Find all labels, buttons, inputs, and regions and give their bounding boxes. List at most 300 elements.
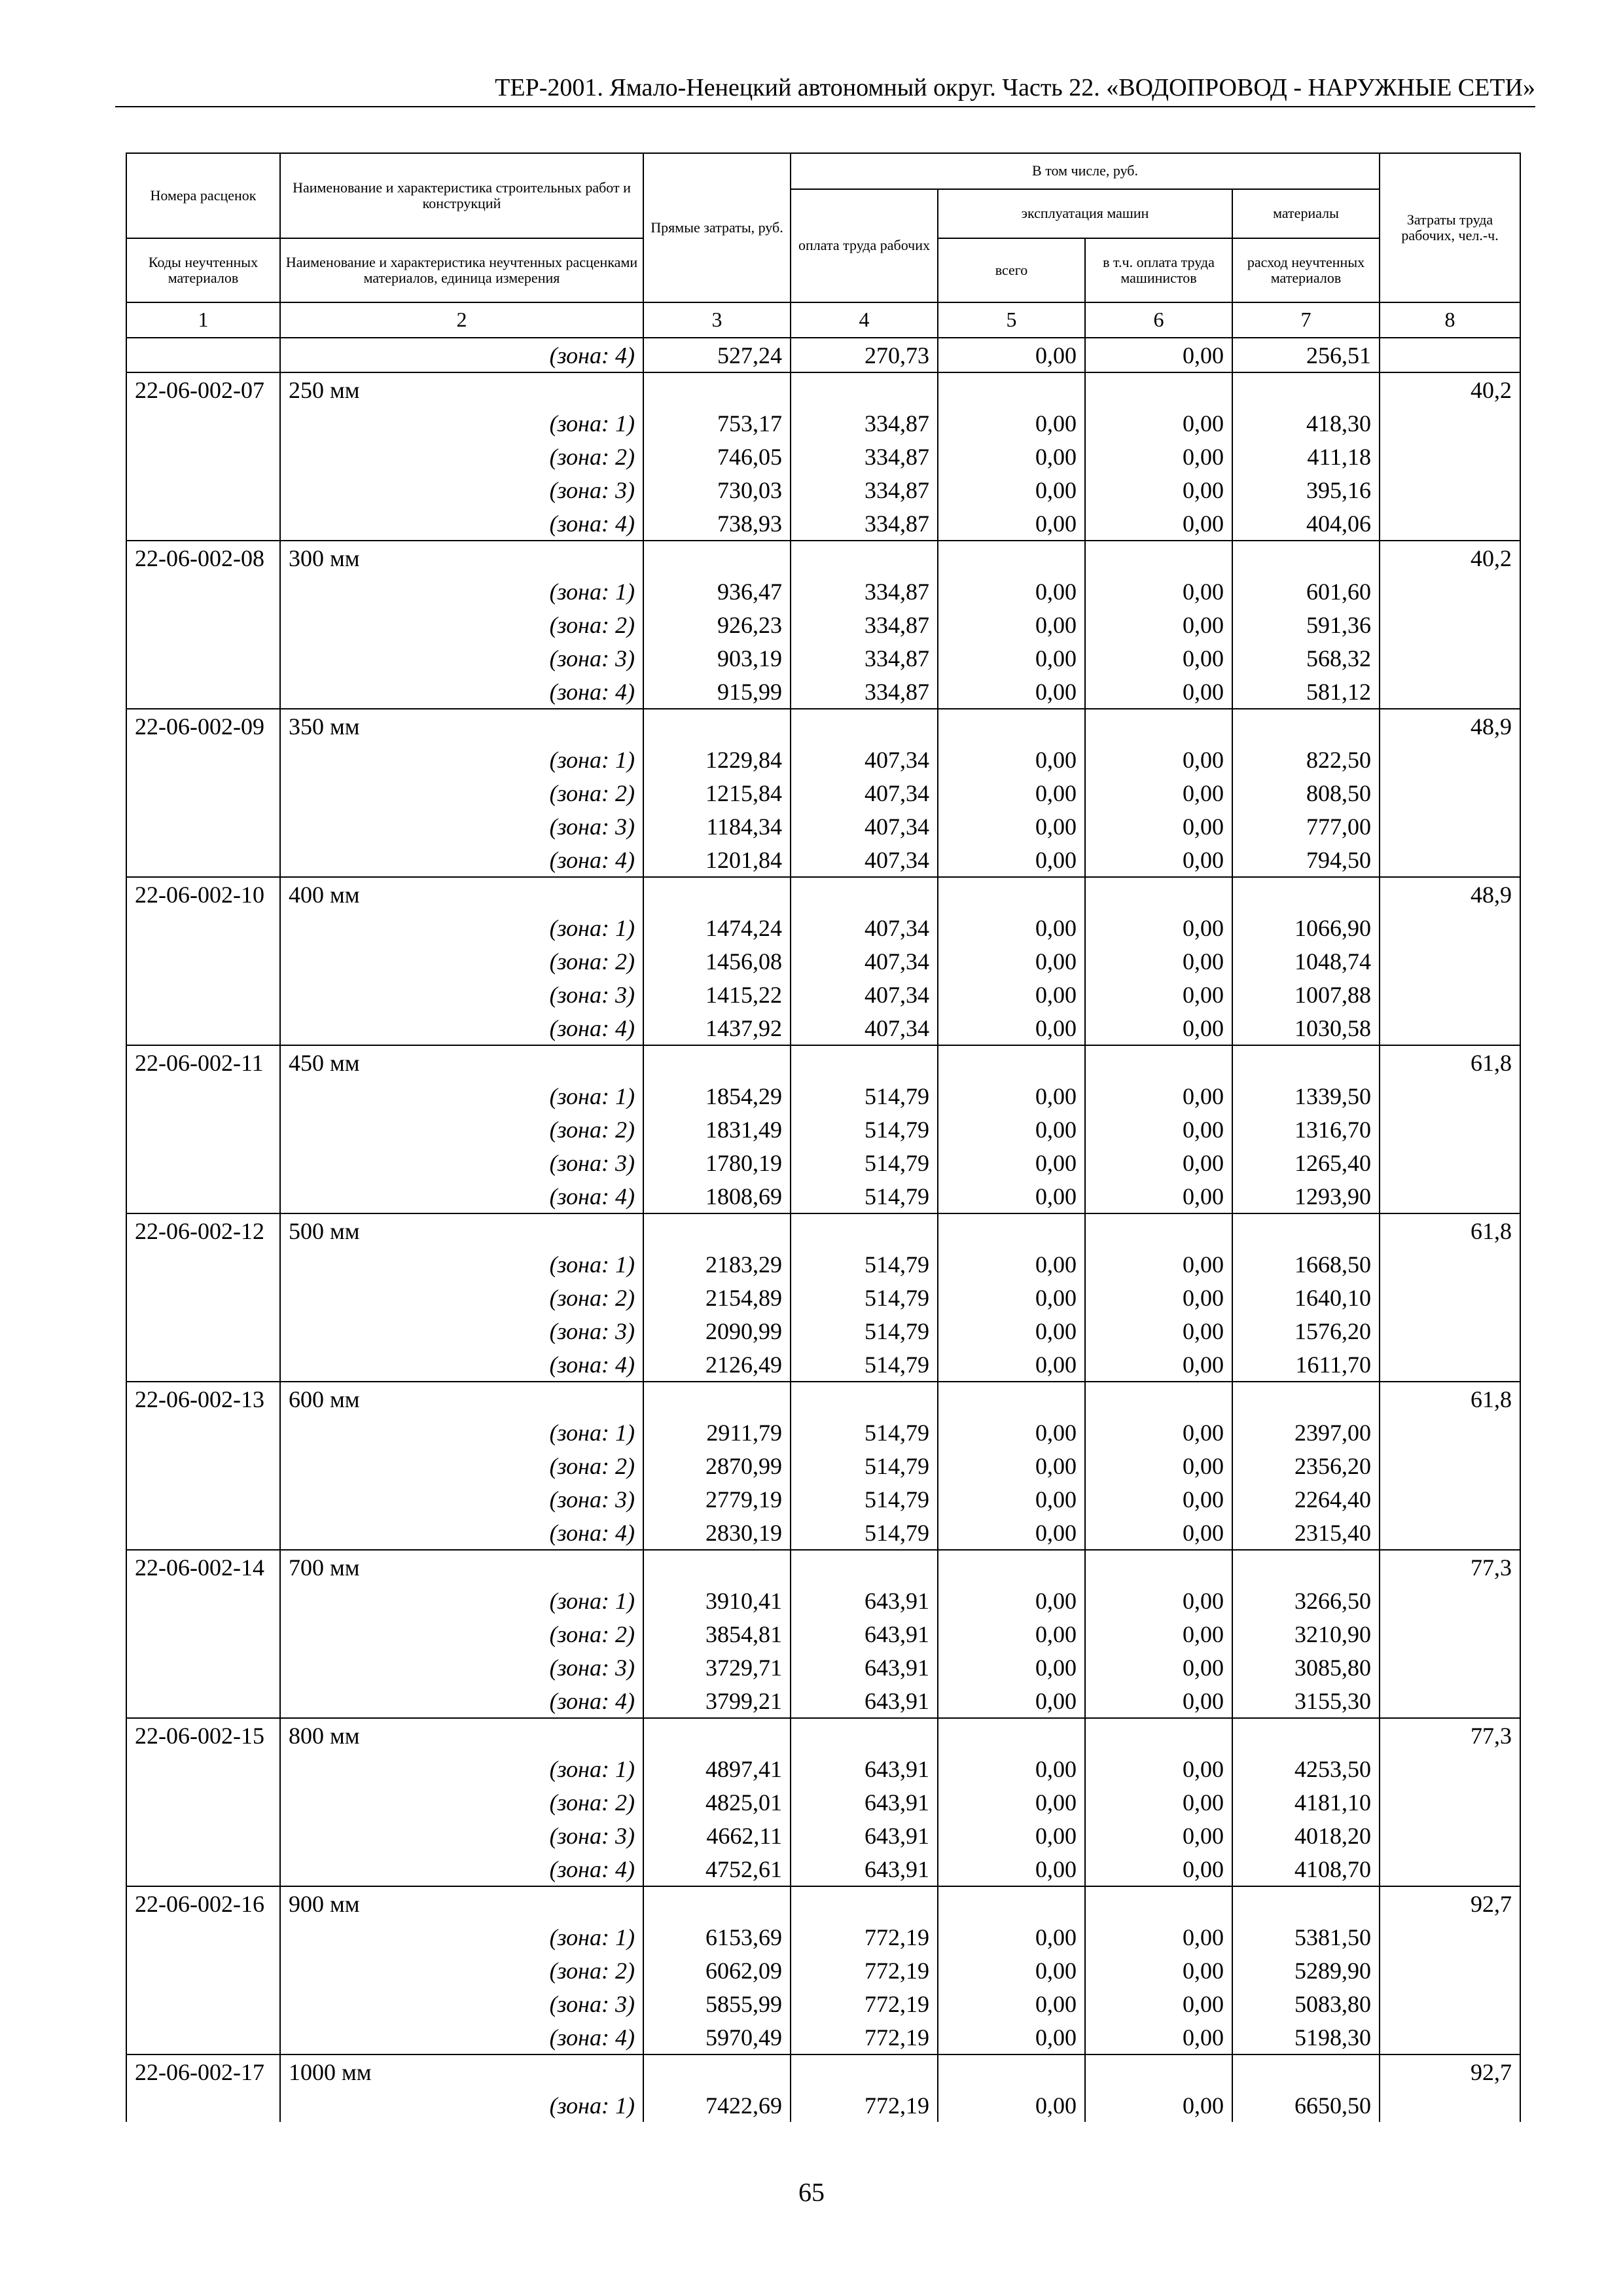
labor-costs-cell: 40,2 xyxy=(1380,541,1520,575)
labor-pay-cell: 407,34 xyxy=(791,1011,938,1045)
labor-pay-cell: 334,87 xyxy=(791,406,938,440)
machines-total-cell: 0,00 xyxy=(938,1482,1085,1516)
header-codes-sub: Коды неучтенных материалов xyxy=(126,238,280,302)
labor-costs-cell: 61,8 xyxy=(1380,1382,1520,1416)
direct-costs-cell: 1201,84 xyxy=(643,843,791,877)
table-row xyxy=(126,1449,1520,1482)
rate-code xyxy=(126,1179,280,1213)
labor-pay-cell: 643,91 xyxy=(791,1584,938,1617)
machines-pay-cell xyxy=(1085,709,1232,743)
machines-pay-cell: 0,00 xyxy=(1085,338,1232,372)
materials-cell: 4181,10 xyxy=(1232,1785,1380,1819)
table-row xyxy=(126,1281,1520,1314)
table-row xyxy=(126,1954,1520,1987)
machines-pay-cell: 0,00 xyxy=(1085,1011,1232,1045)
machines-total-cell: 0,00 xyxy=(938,1247,1085,1281)
labor-pay-cell: 643,91 xyxy=(791,1684,938,1718)
work-name: (зона: 4) xyxy=(280,843,643,877)
machines-total-cell: 0,00 xyxy=(938,1079,1085,1113)
machines-total-cell: 0,00 xyxy=(938,1179,1085,1213)
labor-pay-cell xyxy=(791,1886,938,1920)
rate-code xyxy=(126,1482,280,1516)
labor-costs-cell xyxy=(1380,473,1520,507)
materials-cell: 1576,20 xyxy=(1232,1314,1380,1348)
machines-total-cell: 0,00 xyxy=(938,440,1085,473)
header-machines: эксплуатация машин xyxy=(938,189,1232,238)
materials-cell: 3085,80 xyxy=(1232,1651,1380,1684)
labor-costs-cell xyxy=(1380,1113,1520,1146)
direct-costs-cell xyxy=(643,2054,791,2089)
materials-cell: 591,36 xyxy=(1232,608,1380,641)
machines-pay-cell: 0,00 xyxy=(1085,608,1232,641)
labor-costs-cell xyxy=(1380,1416,1520,1449)
machines-pay-cell: 0,00 xyxy=(1085,1684,1232,1718)
materials-cell: 1066,90 xyxy=(1232,911,1380,944)
direct-costs-cell: 2870,99 xyxy=(643,1449,791,1482)
labor-pay-cell: 772,19 xyxy=(791,2089,938,2122)
rate-code xyxy=(126,1920,280,1954)
rate-code xyxy=(126,776,280,810)
rate-code xyxy=(126,440,280,473)
work-name: (зона: 4) xyxy=(280,2020,643,2054)
labor-pay-cell: 514,79 xyxy=(791,1449,938,1482)
labor-pay-cell: 407,34 xyxy=(791,810,938,843)
rate-code xyxy=(126,944,280,978)
labor-costs-cell xyxy=(1380,1179,1520,1213)
labor-costs-cell xyxy=(1380,2020,1520,2054)
work-name: 900 мм xyxy=(280,1886,643,1920)
materials-cell: 5083,80 xyxy=(1232,1987,1380,2020)
direct-costs-cell: 2779,19 xyxy=(643,1482,791,1516)
work-name: 600 мм xyxy=(280,1382,643,1416)
table-row xyxy=(126,575,1520,608)
machines-pay-cell: 0,00 xyxy=(1085,743,1232,776)
table-row xyxy=(126,1113,1520,1146)
machines-pay-cell: 0,00 xyxy=(1085,1819,1232,1852)
direct-costs-cell: 1780,19 xyxy=(643,1146,791,1179)
rate-code xyxy=(126,743,280,776)
work-name: (зона: 2) xyxy=(280,944,643,978)
materials-cell: 4018,20 xyxy=(1232,1819,1380,1852)
work-name: (зона: 4) xyxy=(280,1516,643,1550)
machines-pay-cell: 0,00 xyxy=(1085,1920,1232,1954)
work-name: (зона: 1) xyxy=(280,1752,643,1785)
labor-pay-cell: 407,34 xyxy=(791,743,938,776)
column-number: 6 xyxy=(1085,302,1232,338)
work-name: (зона: 2) xyxy=(280,440,643,473)
table-row xyxy=(126,1752,1520,1785)
machines-total-cell: 0,00 xyxy=(938,1920,1085,1954)
direct-costs-cell: 1456,08 xyxy=(643,944,791,978)
rate-code: 22-06-002-10 xyxy=(126,877,280,911)
materials-cell: 3210,90 xyxy=(1232,1617,1380,1651)
direct-costs-cell: 2126,49 xyxy=(643,1348,791,1382)
labor-costs-cell xyxy=(1380,338,1520,372)
work-name: (зона: 1) xyxy=(280,1920,643,1954)
materials-cell: 1048,74 xyxy=(1232,944,1380,978)
machines-total-cell: 0,00 xyxy=(938,1113,1085,1146)
materials-cell: 2356,20 xyxy=(1232,1449,1380,1482)
labor-costs-cell xyxy=(1380,1785,1520,1819)
header-labor-pay: оплата труда рабочих xyxy=(791,189,938,302)
machines-pay-cell: 0,00 xyxy=(1085,2089,1232,2122)
rate-code xyxy=(126,641,280,675)
materials-cell: 256,51 xyxy=(1232,338,1380,372)
table-row xyxy=(126,1213,1520,1247)
labor-costs-cell xyxy=(1380,1281,1520,1314)
direct-costs-cell: 4752,61 xyxy=(643,1852,791,1886)
machines-total-cell: 0,00 xyxy=(938,2020,1085,2054)
rate-code xyxy=(126,1348,280,1382)
table-row xyxy=(126,608,1520,641)
direct-costs-cell: 6153,69 xyxy=(643,1920,791,1954)
materials-cell xyxy=(1232,877,1380,911)
table-row xyxy=(126,473,1520,507)
work-name: (зона: 2) xyxy=(280,1113,643,1146)
labor-pay-cell: 334,87 xyxy=(791,675,938,709)
work-name: (зона: 3) xyxy=(280,1314,643,1348)
work-name: 450 мм xyxy=(280,1045,643,1079)
labor-costs-cell: 77,3 xyxy=(1380,1718,1520,1752)
machines-pay-cell xyxy=(1085,372,1232,406)
labor-costs-cell xyxy=(1380,1516,1520,1550)
materials-cell: 568,32 xyxy=(1232,641,1380,675)
machines-pay-cell xyxy=(1085,1213,1232,1247)
table-row xyxy=(126,1920,1520,1954)
machines-total-cell xyxy=(938,877,1085,911)
materials-cell xyxy=(1232,1045,1380,1079)
direct-costs-cell xyxy=(643,877,791,911)
rate-code: 22-06-002-11 xyxy=(126,1045,280,1079)
rate-code xyxy=(126,1113,280,1146)
table-row xyxy=(126,1146,1520,1179)
work-name: 250 мм xyxy=(280,372,643,406)
labor-costs-cell xyxy=(1380,675,1520,709)
machines-total-cell xyxy=(938,372,1085,406)
rate-code xyxy=(126,1449,280,1482)
work-name: (зона: 2) xyxy=(280,1449,643,1482)
table-row xyxy=(126,911,1520,944)
work-name: (зона: 2) xyxy=(280,1281,643,1314)
labor-costs-cell xyxy=(1380,843,1520,877)
machines-total-cell: 0,00 xyxy=(938,776,1085,810)
labor-pay-cell: 643,91 xyxy=(791,1852,938,1886)
work-name: (зона: 1) xyxy=(280,406,643,440)
table-row xyxy=(126,1045,1520,1079)
direct-costs-cell: 5970,49 xyxy=(643,2020,791,2054)
labor-pay-cell: 334,87 xyxy=(791,608,938,641)
direct-costs-cell: 1474,24 xyxy=(643,911,791,944)
labor-pay-cell xyxy=(791,709,938,743)
table-row xyxy=(126,1516,1520,1550)
labor-costs-cell xyxy=(1380,1954,1520,1987)
column-number: 8 xyxy=(1380,302,1520,338)
direct-costs-cell: 730,03 xyxy=(643,473,791,507)
direct-costs-cell: 7422,69 xyxy=(643,2089,791,2122)
table-row xyxy=(126,1416,1520,1449)
labor-pay-cell xyxy=(791,541,938,575)
direct-costs-cell: 1415,22 xyxy=(643,978,791,1011)
materials-cell: 5289,90 xyxy=(1232,1954,1380,1987)
machines-pay-cell: 0,00 xyxy=(1085,641,1232,675)
column-number: 1 xyxy=(126,302,280,338)
work-name: (зона: 3) xyxy=(280,978,643,1011)
column-number: 4 xyxy=(791,302,938,338)
machines-pay-cell: 0,00 xyxy=(1085,507,1232,541)
direct-costs-cell: 6062,09 xyxy=(643,1954,791,1987)
labor-costs-cell xyxy=(1380,1348,1520,1382)
labor-costs-cell: 48,9 xyxy=(1380,877,1520,911)
labor-pay-cell: 514,79 xyxy=(791,1146,938,1179)
direct-costs-cell: 527,24 xyxy=(643,338,791,372)
machines-total-cell: 0,00 xyxy=(938,978,1085,1011)
labor-pay-cell xyxy=(791,372,938,406)
labor-pay-cell xyxy=(791,1718,938,1752)
rates-table xyxy=(126,152,1521,2122)
table-row xyxy=(126,1617,1520,1651)
labor-costs-cell xyxy=(1380,1752,1520,1785)
labor-costs-cell xyxy=(1380,2089,1520,2122)
direct-costs-cell: 1215,84 xyxy=(643,776,791,810)
direct-costs-cell: 1854,29 xyxy=(643,1079,791,1113)
materials-cell: 1611,70 xyxy=(1232,1348,1380,1382)
table-row xyxy=(126,743,1520,776)
direct-costs-cell: 2183,29 xyxy=(643,1247,791,1281)
table-row xyxy=(126,1819,1520,1852)
direct-costs-cell: 2090,99 xyxy=(643,1314,791,1348)
work-name: (зона: 1) xyxy=(280,2089,643,2122)
machines-pay-cell: 0,00 xyxy=(1085,1954,1232,1987)
labor-costs-cell xyxy=(1380,810,1520,843)
direct-costs-cell xyxy=(643,1550,791,1584)
rate-code xyxy=(126,1987,280,2020)
labor-pay-cell: 334,87 xyxy=(791,507,938,541)
machines-total-cell: 0,00 xyxy=(938,1617,1085,1651)
work-name: (зона: 4) xyxy=(280,1179,643,1213)
labor-pay-cell xyxy=(791,1213,938,1247)
table-row xyxy=(126,1584,1520,1617)
direct-costs-cell: 3799,21 xyxy=(643,1684,791,1718)
header-codes: Номера расценок xyxy=(126,153,280,238)
table-row xyxy=(126,641,1520,675)
table-row xyxy=(126,1247,1520,1281)
machines-pay-cell: 0,00 xyxy=(1085,843,1232,877)
table-header xyxy=(126,153,1520,338)
direct-costs-cell: 753,17 xyxy=(643,406,791,440)
materials-cell xyxy=(1232,1213,1380,1247)
machines-pay-cell xyxy=(1085,1886,1232,1920)
table-row xyxy=(126,2020,1520,2054)
direct-costs-cell xyxy=(643,1213,791,1247)
table-row xyxy=(126,338,1520,372)
rate-code xyxy=(126,1584,280,1617)
machines-pay-cell: 0,00 xyxy=(1085,1752,1232,1785)
materials-cell: 5198,30 xyxy=(1232,2020,1380,2054)
materials-cell: 2315,40 xyxy=(1232,1516,1380,1550)
machines-total-cell xyxy=(938,1718,1085,1752)
labor-pay-cell: 643,91 xyxy=(791,1752,938,1785)
labor-costs-cell xyxy=(1380,1011,1520,1045)
work-name: 800 мм xyxy=(280,1718,643,1752)
machines-total-cell xyxy=(938,541,1085,575)
table-row xyxy=(126,877,1520,911)
labor-costs-cell xyxy=(1380,406,1520,440)
work-name: (зона: 4) xyxy=(280,1852,643,1886)
machines-pay-cell: 0,00 xyxy=(1085,1617,1232,1651)
labor-costs-cell: 61,8 xyxy=(1380,1045,1520,1079)
rate-code xyxy=(126,338,280,372)
labor-pay-cell: 643,91 xyxy=(791,1819,938,1852)
rate-code xyxy=(126,1416,280,1449)
machines-total-cell xyxy=(938,1045,1085,1079)
header-name-sub: Наименование и характеристика неучтенных расценками материалов, единица измерения xyxy=(280,238,643,302)
table-row xyxy=(126,675,1520,709)
direct-costs-cell xyxy=(643,1886,791,1920)
work-name: (зона: 2) xyxy=(280,608,643,641)
machines-total-cell: 0,00 xyxy=(938,1584,1085,1617)
labor-pay-cell: 334,87 xyxy=(791,575,938,608)
materials-cell: 3155,30 xyxy=(1232,1684,1380,1718)
labor-pay-cell: 270,73 xyxy=(791,338,938,372)
rate-code: 22-06-002-08 xyxy=(126,541,280,575)
rate-code xyxy=(126,675,280,709)
rate-code xyxy=(126,406,280,440)
machines-total-cell: 0,00 xyxy=(938,810,1085,843)
machines-total-cell: 0,00 xyxy=(938,1348,1085,1382)
machines-total-cell xyxy=(938,1886,1085,1920)
work-name: 500 мм xyxy=(280,1213,643,1247)
header-direct-costs: Прямые затраты, руб. xyxy=(643,153,791,302)
direct-costs-cell xyxy=(643,1718,791,1752)
labor-costs-cell xyxy=(1380,1920,1520,1954)
table-row xyxy=(126,776,1520,810)
table-row xyxy=(126,2054,1520,2089)
labor-costs-cell: 92,7 xyxy=(1380,1886,1520,1920)
labor-costs-cell: 40,2 xyxy=(1380,372,1520,406)
table-row xyxy=(126,1651,1520,1684)
work-name: (зона: 1) xyxy=(280,1416,643,1449)
rate-code xyxy=(126,473,280,507)
machines-total-cell: 0,00 xyxy=(938,743,1085,776)
rate-code xyxy=(126,1785,280,1819)
labor-costs-cell xyxy=(1380,1482,1520,1516)
labor-pay-cell: 334,87 xyxy=(791,440,938,473)
labor-pay-cell: 514,79 xyxy=(791,1079,938,1113)
machines-pay-cell xyxy=(1085,1718,1232,1752)
work-name: (зона: 3) xyxy=(280,1146,643,1179)
labor-costs-cell xyxy=(1380,978,1520,1011)
machines-total-cell: 0,00 xyxy=(938,944,1085,978)
labor-costs-cell xyxy=(1380,1146,1520,1179)
machines-pay-cell: 0,00 xyxy=(1085,2020,1232,2054)
materials-cell: 418,30 xyxy=(1232,406,1380,440)
materials-cell xyxy=(1232,1718,1380,1752)
machines-total-cell: 0,00 xyxy=(938,608,1085,641)
materials-cell xyxy=(1232,372,1380,406)
labor-pay-cell xyxy=(791,2054,938,2089)
direct-costs-cell: 1229,84 xyxy=(643,743,791,776)
rate-code: 22-06-002-17 xyxy=(126,2054,280,2089)
table-row xyxy=(126,1785,1520,1819)
work-name: (зона: 3) xyxy=(280,1482,643,1516)
machines-pay-cell: 0,00 xyxy=(1085,1785,1232,1819)
work-name: (зона: 1) xyxy=(280,911,643,944)
machines-pay-cell: 0,00 xyxy=(1085,1584,1232,1617)
work-name: (зона: 3) xyxy=(280,473,643,507)
labor-pay-cell: 772,19 xyxy=(791,1920,938,1954)
machines-pay-cell: 0,00 xyxy=(1085,1651,1232,1684)
materials-cell: 822,50 xyxy=(1232,743,1380,776)
labor-pay-cell: 407,34 xyxy=(791,944,938,978)
table-row xyxy=(126,1684,1520,1718)
table-row xyxy=(126,2089,1520,2122)
rate-code xyxy=(126,1617,280,1651)
materials-cell: 411,18 xyxy=(1232,440,1380,473)
labor-pay-cell: 514,79 xyxy=(791,1113,938,1146)
direct-costs-cell xyxy=(643,1382,791,1416)
labor-pay-cell: 407,34 xyxy=(791,911,938,944)
labor-pay-cell: 407,34 xyxy=(791,843,938,877)
machines-total-cell: 0,00 xyxy=(938,473,1085,507)
work-name: (зона: 3) xyxy=(280,810,643,843)
rate-code: 22-06-002-15 xyxy=(126,1718,280,1752)
direct-costs-cell: 738,93 xyxy=(643,507,791,541)
rate-code xyxy=(126,2020,280,2054)
machines-pay-cell: 0,00 xyxy=(1085,1449,1232,1482)
machines-total-cell: 0,00 xyxy=(938,1416,1085,1449)
direct-costs-cell: 2911,79 xyxy=(643,1416,791,1449)
machines-total-cell xyxy=(938,1382,1085,1416)
labor-pay-cell: 334,87 xyxy=(791,641,938,675)
machines-total-cell: 0,00 xyxy=(938,641,1085,675)
materials-cell: 395,16 xyxy=(1232,473,1380,507)
direct-costs-cell: 4662,11 xyxy=(643,1819,791,1852)
direct-costs-cell: 746,05 xyxy=(643,440,791,473)
machines-pay-cell: 0,00 xyxy=(1085,776,1232,810)
rate-code xyxy=(126,2089,280,2122)
table-row xyxy=(126,1987,1520,2020)
materials-cell: 404,06 xyxy=(1232,507,1380,541)
rate-code xyxy=(126,575,280,608)
work-name: (зона: 2) xyxy=(280,1617,643,1651)
labor-costs-cell xyxy=(1380,1584,1520,1617)
labor-costs-cell xyxy=(1380,1987,1520,2020)
work-name: (зона: 4) xyxy=(280,675,643,709)
direct-costs-cell xyxy=(643,541,791,575)
materials-cell: 2264,40 xyxy=(1232,1482,1380,1516)
column-number: 5 xyxy=(938,302,1085,338)
materials-cell: 1316,70 xyxy=(1232,1113,1380,1146)
labor-pay-cell: 407,34 xyxy=(791,978,938,1011)
machines-pay-cell: 0,00 xyxy=(1085,1079,1232,1113)
work-name: 700 мм xyxy=(280,1550,643,1584)
table-row xyxy=(126,843,1520,877)
labor-costs-cell xyxy=(1380,1247,1520,1281)
labor-costs-cell xyxy=(1380,608,1520,641)
materials-cell xyxy=(1232,1886,1380,1920)
machines-total-cell: 0,00 xyxy=(938,507,1085,541)
labor-costs-cell xyxy=(1380,1684,1520,1718)
work-name: (зона: 2) xyxy=(280,1785,643,1819)
machines-total-cell: 0,00 xyxy=(938,843,1085,877)
work-name: (зона: 4) xyxy=(280,1348,643,1382)
rate-code xyxy=(126,1651,280,1684)
direct-costs-cell: 926,23 xyxy=(643,608,791,641)
direct-costs-cell: 3729,71 xyxy=(643,1651,791,1684)
machines-pay-cell: 0,00 xyxy=(1085,1516,1232,1550)
work-name: 400 мм xyxy=(280,877,643,911)
machines-pay-cell: 0,00 xyxy=(1085,675,1232,709)
